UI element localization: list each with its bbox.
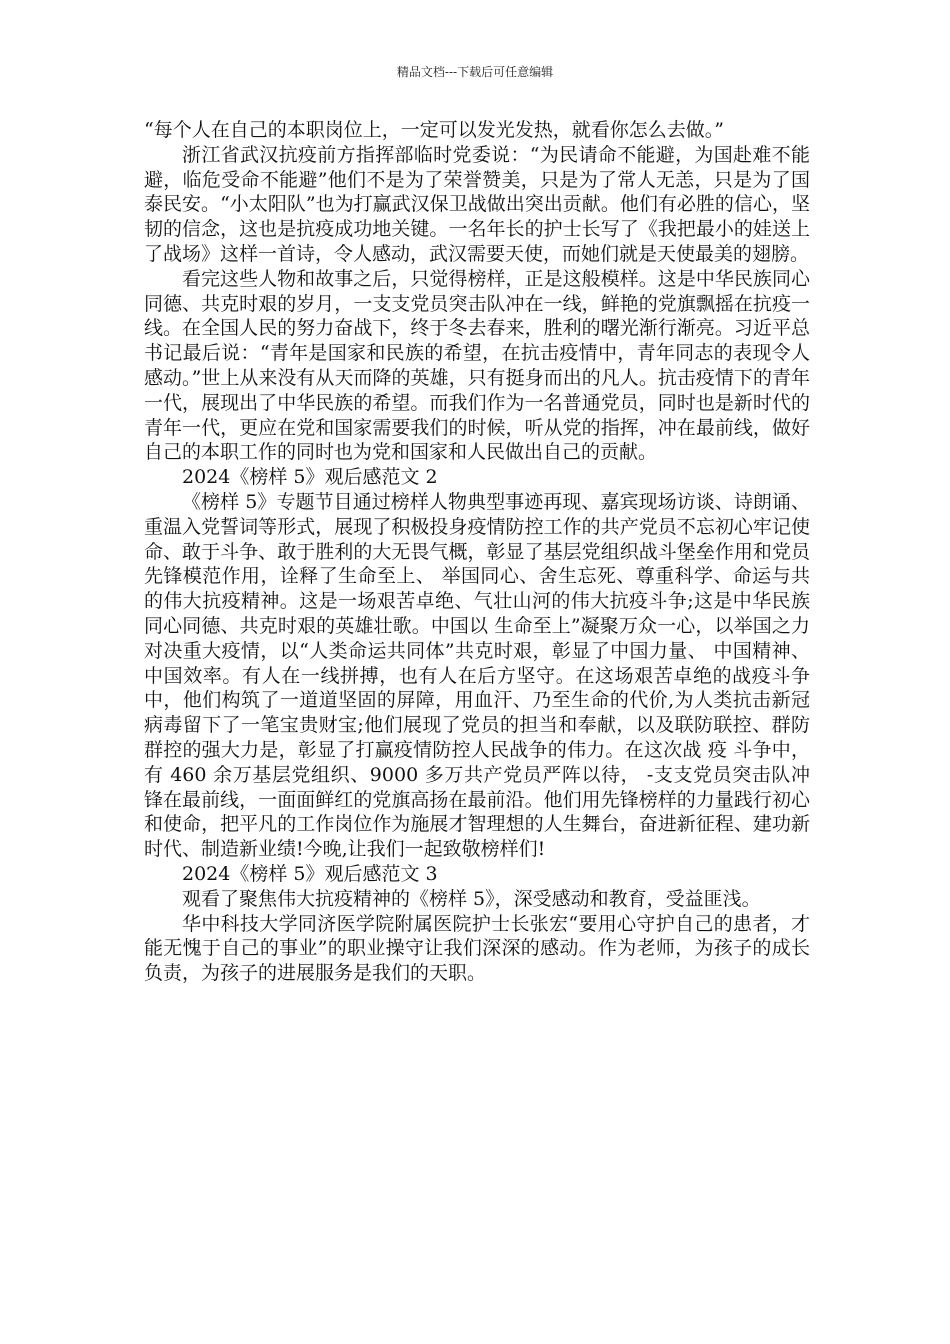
paragraph-nurse-zhang-hong: 华中科技大学同济医学院附属医院护士长张宏“要用心守护自己的患者，才能无愧于自己的事业”的职业操守让我们深深的感动。作为老师，为孩子的成长负责，为孩子的进展服务是我们的天职。 (144, 912, 810, 985)
section-heading-essay-2: 2024《榜样 5》观后感范文 2 (182, 466, 438, 489)
paragraph-zhejiang-committee: 浙江省武汉抗疫前方指挥部临时党委说：“为民请命不能避，为国赴难不能避，临危受命不能避”他们不是为了荣誉赞美，只是为了常人无恙，只是为了国泰民安。“小太阳队”也为打赢武汉保卫战做出突出贡献。他们有必胜的信心，坚韧的信念，这也是抗疫成功地关键。一名年长的护士长写了《我把最小的娃送上了战场》这样一首诗，令人感动，武汉需要天使，而她们就是天使最美的翅膀。 (144, 143, 810, 265)
paragraph-watched-program: 观看了聚焦伟大抗疫精神的《榜样 5》，深受感动和教育，受益匪浅。 (182, 887, 761, 910)
paragraph-continuation: “每个人在自己的本职岗位上，一定可以发光发热，就看你怎么去做。” (144, 119, 724, 141)
paragraph-role-models: 看完这些人物和故事之后，只觉得榜样，正是这般模样。这是中华民族同心同德、共克时艰的岁月，一支支党员突击队冲在一线，鲜艳的党旗飘摇在抗疫一线。在全国人民的努力奋战下，终于冬去春来，胜利的曙光渐行渐亮。习近平总书记最后说：“青年是国家和民族的希望，在抗击疫情中，青年同志的表现令人感动。”世上从来没有从天而降的英雄，只有挺身而出的凡人。抗击疫情下的青年一代，展现出了中华民族的希望。而我们作为一名普通党员，同时也是新时代的青年一代，更应在党和国家需要我们的时候，听从党的指挥，冲在最前线，做好自己的本职工作的同时也为党和国家和人民做出自己的贡献。 (144, 267, 810, 464)
section-heading-essay-3: 2024《榜样 5》观后感范文 3 (182, 862, 438, 885)
document-body (144, 118, 810, 986)
paragraph-program-summary: 《榜样 5》专题节目通过榜样人物典型事迹再现、嘉宾现场访谈、诗朗诵、重温入党誓词等形式，展现了积极投身疫情防控工作的共产党员不忘初心牢记使命、敢于斗争、敢于胜利的大无畏气概，彰显了基层党组织战斗堡垒作用和党员先锋模范作用，诠释了生命至上、 举国同心、舍生忘死、尊重科学、命运与共的伟大抗疫精神。这是一场艰苦卓绝、气壮山河的伟大抗疫斗争;这是中华民族同心同德、共克时艰的英雄壮歌。中国以 生命至上”凝聚万众一心，以举国之力对决重大疫情，以“人类命运共同体”共克时艰，彰显了中国力量、 中国精神、中国效率。有人在一线拼搏，也有人在后方坚守。在这场艰苦卓绝的战疫斗争中，他们构筑了一道道坚固的屏障，用血汗、乃至生命的代价,为人类抗击新冠病毒留下了一笔宝贵财宝;他们展现了党员的担当和奉献，以及联防联控、群防群控的强大力是，彰显了打赢疫情防控人民战争的伟力。在这次战 疫 斗争中，有 460 余万基层党组织、9000 多万共产党员严阵以待， -支支党员突击队冲锋在最前线，一面面鲜红的党旗高扬在最前沿。他们用先锋榜样的力量践行初心和使命，把平凡的工作岗位作为施展才智理想的人生舞台，奋进新征程、建功新时代、制造新业绩!今晚,让我们一起致敬榜样们! (144, 490, 810, 861)
page-header: 精品文档---下载后可任意编辑 (396, 65, 554, 79)
